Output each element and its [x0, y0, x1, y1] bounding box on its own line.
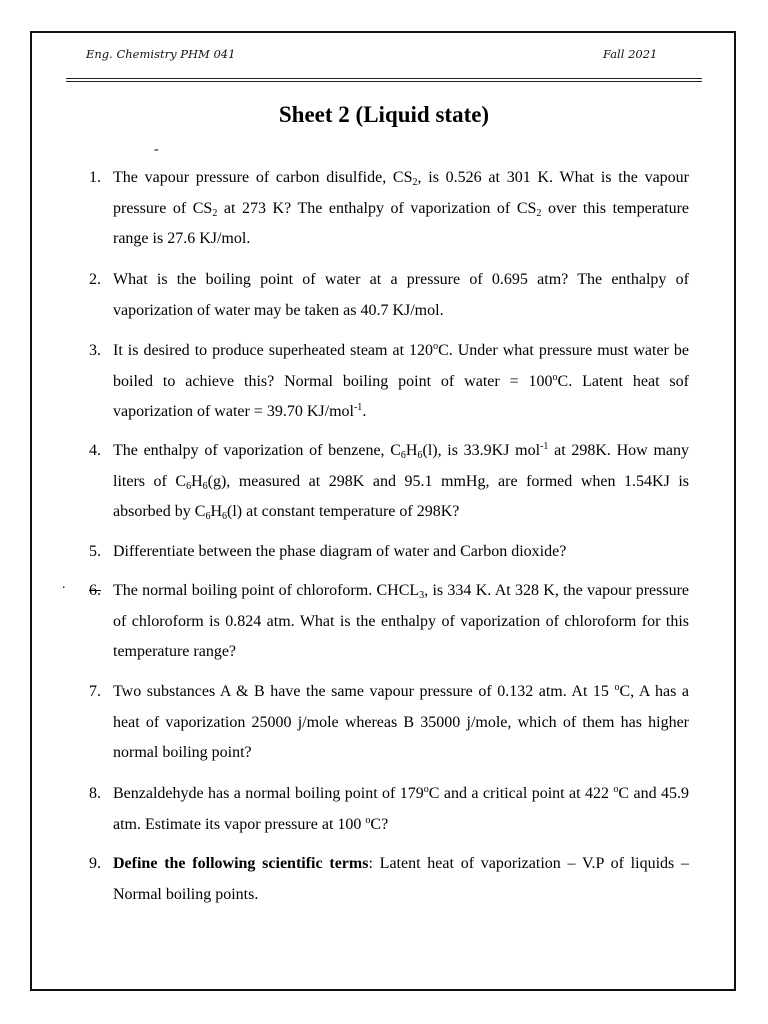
question-number: 9. — [89, 855, 101, 872]
stray-mark: - — [154, 142, 159, 157]
question-text: Define the following scientific terms: Latent heat of vaporization – V.P of liquids – Normal boiling points. — [113, 855, 689, 903]
page-title: Sheet 2 (Liquid state) — [278, 102, 490, 127]
question-4 — [89, 436, 689, 528]
question-2 — [89, 265, 689, 326]
question-number: 7. — [89, 683, 101, 700]
question-text: The normal boiling point of chloroform. $CHCL_3$, is 334 K. At 328 K, the vapour pressure of chloroform is 0.824 atm. What is the enthalpy of vaporization of chloroform for this temperature range? — [113, 582, 690, 660]
stray-mark: . — [62, 577, 66, 592]
question-number: 3. — [89, 342, 101, 359]
question-3 — [89, 336, 689, 428]
question-text: What is the boiling point of water at a pressure of 0.695 atm? The enthalpy of vaporization of water may be taken as 40.7 KJ/mol. — [113, 271, 689, 319]
question-text: The vapour pressure of carbon disulfide, $CS_2$, is 0.526 at 301 K. What is the vapour pressure of $CS_2$ at 273 K? The enthalpy of vaporization of $CS_2$ over this temperature range is 27.6 KJ/mol. — [113, 169, 690, 247]
question-7 — [89, 677, 689, 769]
question-number: 8. — [89, 785, 101, 802]
question-text: Two substances A & B have the same vapour pressure of 0.132 atm. At 15 $^o$C, A has a heat of vaporization 25000 j/mole whereas B 35000 j/mole, which of them has higher normal boiling point? — [113, 682, 690, 761]
question-5 — [89, 537, 689, 568]
question-text: It is desired to produce superheated steam at 120$^o$C. Under what pressure must water be boiled to achieve this? Normal boiling point of water = $100^oC$. Latent heat sof vaporization of water = 39.70 KJ/mol$^{-1}$. — [113, 341, 689, 420]
header-rule-double — [66, 81, 702, 82]
question-8 — [89, 779, 689, 840]
question-number: 1. — [89, 169, 101, 186]
question-6 — [89, 576, 689, 668]
question-text: Differentiate between the phase diagram of water and Carbon dioxide? — [113, 543, 567, 560]
question-number: 2. — [89, 271, 101, 288]
header-course: Eng. Chemistry PHM 041 — [86, 47, 236, 61]
question-9 — [89, 849, 689, 910]
question-number: 5. — [89, 543, 101, 560]
header-rule — [66, 78, 702, 79]
question-text: Benzaldehyde has a normal boiling point of 179$^o$C and a critical point at 422 $^o$C and 45.9 atm. Estimate its vapor pressure at 100 $^o$C? — [113, 784, 689, 833]
question-number: 6. — [89, 582, 101, 599]
question-bold-term: Define the following scientific terms — [113, 855, 369, 872]
header-term: Fall 2021 — [603, 47, 658, 61]
question-number: 4. — [89, 442, 101, 459]
question-1 — [89, 163, 689, 255]
question-text: The enthalpy of vaporization of benzene, $C_6H_6(l)$, is 33.9KJ mol$^{-1}$ at 298K. How many liters of $C_6H_6(g)$, measured at 298K and 95.1 mmHg, are formed when 1.54KJ is absorbed by $C_6H_6(l)$ at constant temperature of 298K? — [113, 441, 690, 522]
